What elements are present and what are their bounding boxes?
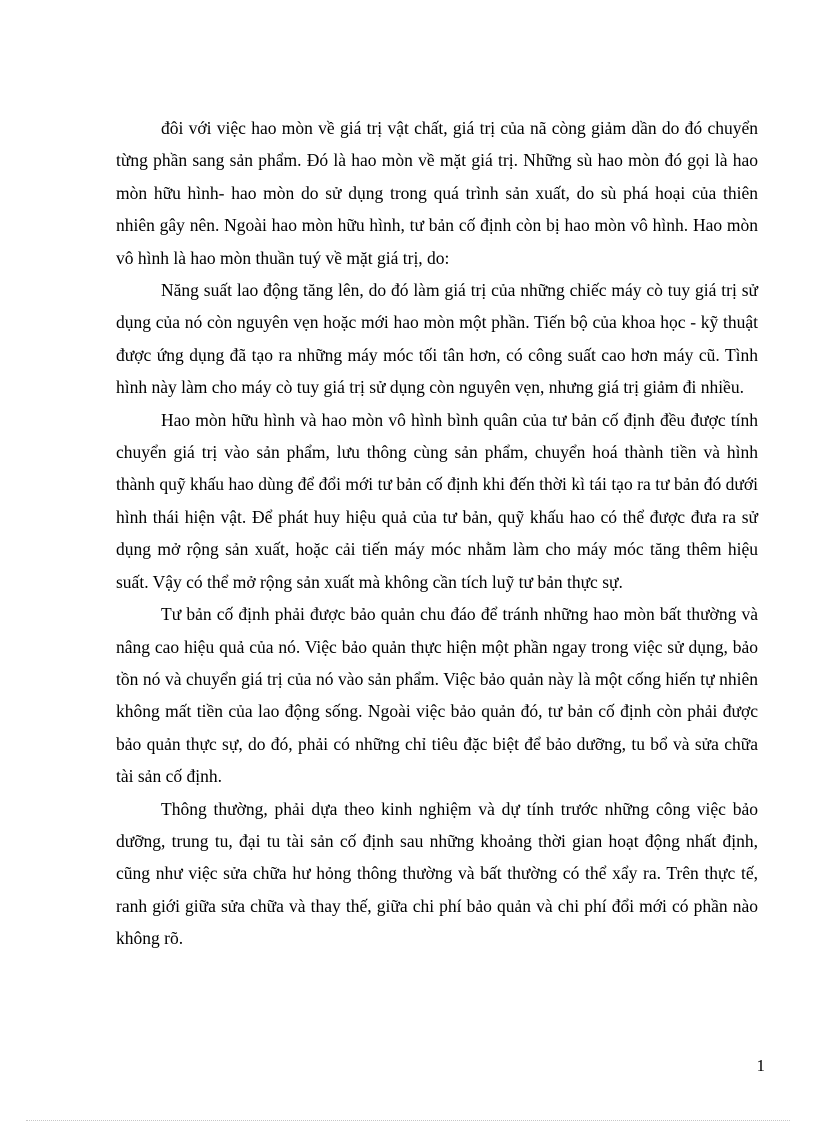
paragraph-4: Tư bản cố định phải được bảo quản chu đáo để tránh những hao mòn bất thường và nâng cao hiệu quả của nó. Việc bảo quản thực hiện một phần ngay trong việc sử dụng, bảo tồn nó và chuyển giá trị của nó vào sản phẩm. Việc bảo quản này là một cống hiến tự nhiên không mất tiền của lao động sống. Ngoài việc bảo quản đó, tư bản cố định còn phải được bảo quản thực sự, do đó, phải có những chỉ tiêu đặc biệt để bảo dưỡng, tu bổ và sửa chữa tài sản cố định. <box>116 604 758 787</box>
page-bottom-divider <box>26 1120 790 1121</box>
body-text <box>116 112 758 955</box>
paragraph-1: đôi với việc hao mòn về giá trị vật chất, giá trị của nã còng giảm dần do đó chuyển từng phần sang sản phẩm. Đó là hao mòn về mặt giá trị. Những sù hao mòn đó gọi là hao mòn hữu hình- hao mòn do sử dụng trong quá trình sản xuất, do sù phá hoại của thiên nhiên gây nên. Ngoài hao mòn hữu hình, tư bản cố định còn bị hao mòn vô hình. Hao mòn vô hình là hao mòn thuần tuý về mặt giá trị, do: <box>116 118 758 268</box>
paragraph-3: Hao mòn hữu hình và hao mòn vô hình bình quân của tư bản cố định đều được tính chuyển giá trị vào sản phẩm, lưu thông cùng sản phẩm, chuyển hoá thành tiền và hình thành quỹ khấu hao dùng để đổi mới tư bản cố định khi đến thời kì tái tạo ra tư bản đó dưới hình thái hiện vật. Để phát huy hiệu quả của tư bản, quỹ khấu hao có thể được đưa ra sử dụng mở rộng sản xuất, hoặc cải tiến máy móc nhằm làm cho máy móc tăng thêm hiệu suất. Vậy có thể mở rộng sản xuất mà không cần tích luỹ tư bản thực sự. <box>116 409 758 592</box>
page-number: 1 <box>756 1056 765 1075</box>
paragraph-2: Năng suất lao động tăng lên, do đó làm giá trị của những chiếc máy cò tuy giá trị sử dụng của nó còn nguyên vẹn hoặc mới hao mòn một phần. Tiến bộ của khoa học - kỹ thuật được ứng dụng đã tạo ra những máy móc tối tân hơn, có công suất cao hơn máy cũ. Tình hình này làm cho máy cò tuy giá trị sử dụng còn nguyên vẹn, nhưng giá trị giảm đi nhiều. <box>116 280 758 398</box>
paragraph-5: Thông thường, phải dựa theo kinh nghiệm và dự tính trước những công việc bảo dưỡng, trung tu, đại tu tài sản cố định sau những khoảng thời gian hoạt động nhất định, cũng như việc sửa chữa hư hỏng thông thường và bất thường có thể xẩy ra. Trên thực tế, ranh giới giữa sửa chữa và thay thế, giữa chi phí bảo quản và chi phí đổi mới có phần nào không rõ. <box>116 798 758 949</box>
